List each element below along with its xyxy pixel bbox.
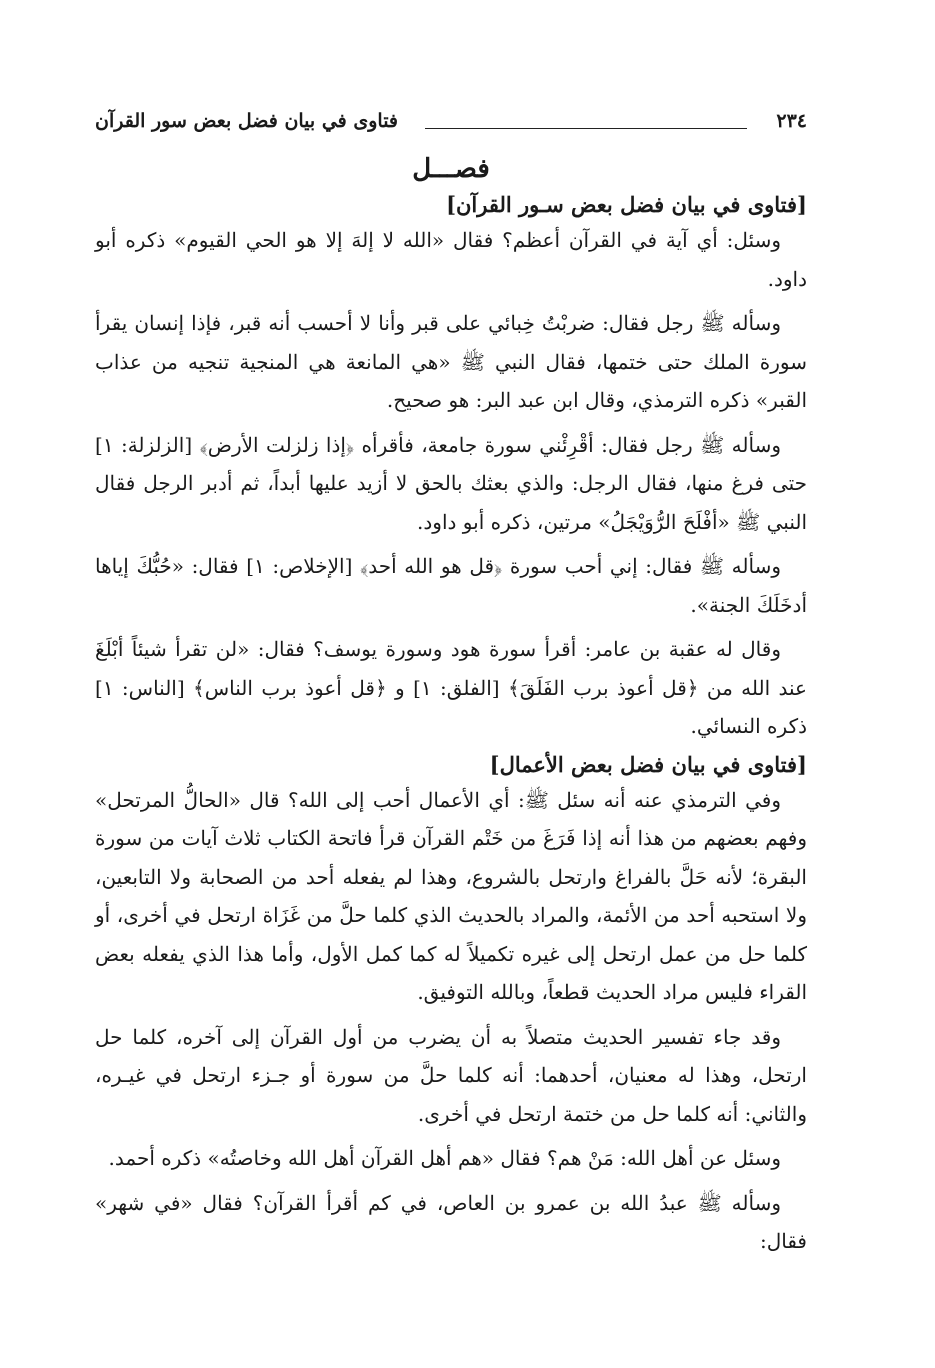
paragraph: وفي الترمذي عنه أنه سئل ﷺ: أي الأعمال أحب إلى الله؟ قال «الحالُّ المرتحل» وفهم بعضهم من هذا أنه إذا فَرَغَ من خَتْم القرآن قرأ فاتحة الكتاب ثلاث آيات من سورة البقرة؛ لأنه حَلَّ بالفراغ وارتحل بالشروع، وهذا لم يفعله أحد من الصحابة ولا التابعين، ولا استحبه أحد من الأئمة، والمراد بالحديث الذي كلما حلَّ من غَزَاة ارتحل في أخرى، أو كلما حل من عمل ارتحل إلى غيره تكميلاً له كما كمل الأول، وأما هذا الذي يفعله بعض القراء فليس مراد الحديث قطعاً، وبالله التوفيق.	[95, 787, 807, 1004]
section-surah-virtues	[95, 192, 807, 746]
paragraph: وسأله ﷺ عبدُ الله بن عمرو بن العاص، في كم أقرأ القرآن؟ فقال «في شهر» فقال:	[95, 1190, 807, 1253]
paragraph: وسئل: أي آية في القرآن أعظم؟ فقال «الله لا إلهَ إلا هو الحي القيوم» ذكره أبو داود.	[95, 228, 807, 291]
section-title: [فتاوى في بيان فضل بعض سـور القرآن]	[446, 192, 807, 217]
paragraph: وقال له عقبة بن عامر: أقرأ سورة هود وسورة يوسف؟ فقال: «لن تقرأ شيئاً أبْلَغَ عند الله من ﴿قل أعوذ برب الفَلَقَ﴾ [الفلق: ١] و ﴿قل أعوذ برب الناس﴾ [الناس: ١] ذكره النسائي.	[95, 637, 807, 738]
section-deeds-virtues	[95, 752, 807, 1261]
header-rule	[425, 128, 747, 129]
chapter-title: فصـــل	[412, 154, 490, 184]
paragraph: وقد جاء تفسير الحديث متصلاً به أن يضرب من أول القرآن إلى آخره، كلما حل ارتحل، وهذا له معنيان، أحدهما: أنه كلما حلَّ من سورة أو جـزء ارتحل في غيـره، والثاني: أنه كلما حل من ختمة ارتحل في أخرى.	[95, 1024, 807, 1126]
paragraph: وسأله ﷺ رجل فقال: أقْرِئْني سورة جامعة، فأقرأه ﴿إذا زلزلت الأرض﴾ [الزلزلة: ١] حتى فرغ منها، فقال الرجل: والذي بعثك بالحق لا أزيد عليها أبداً، ثم أدبر الرجل فقال النبي ﷺ «أفْلَحَ الرُّوَيْجَلُ» مرتين، ذكره أبو داود.	[95, 432, 807, 534]
running-header	[95, 100, 807, 136]
paragraph: وسئل عن أهل الله: مَنْ هم؟ فقال «هم أهل القرآن أهل الله وخاصتُه» ذكره أحمد.	[108, 1146, 781, 1170]
header-title: فتاوى في بيان فضل بعض سور القرآن	[95, 110, 399, 132]
paragraph: وسأله ﷺ رجل فقال: ضربْتُ خِبائي على قبر وأنا لا أحسب أنه قبر، فإذا إنسان يقرأ سورة الملك حتى ختمها، فقال النبي ﷺ «هي المانعة هي المنجية تنجيه من عذاب القبر» ذكره الترمذي، وقال ابن عبد البر: هو صحيح.	[95, 311, 807, 412]
page-number: ٢٣٤	[776, 110, 807, 132]
section-title: [فتاوى في بيان فضل بعض الأعمال]	[489, 751, 807, 777]
paragraph: وسأله ﷺ فقال: إني أحب سورة ﴿قل هو الله أحد﴾ [الإخلاص: ١] فقال: «حُبُّكَ إياها أدخَلَكَ الجنة».	[95, 554, 807, 617]
book-page	[95, 100, 807, 1267]
